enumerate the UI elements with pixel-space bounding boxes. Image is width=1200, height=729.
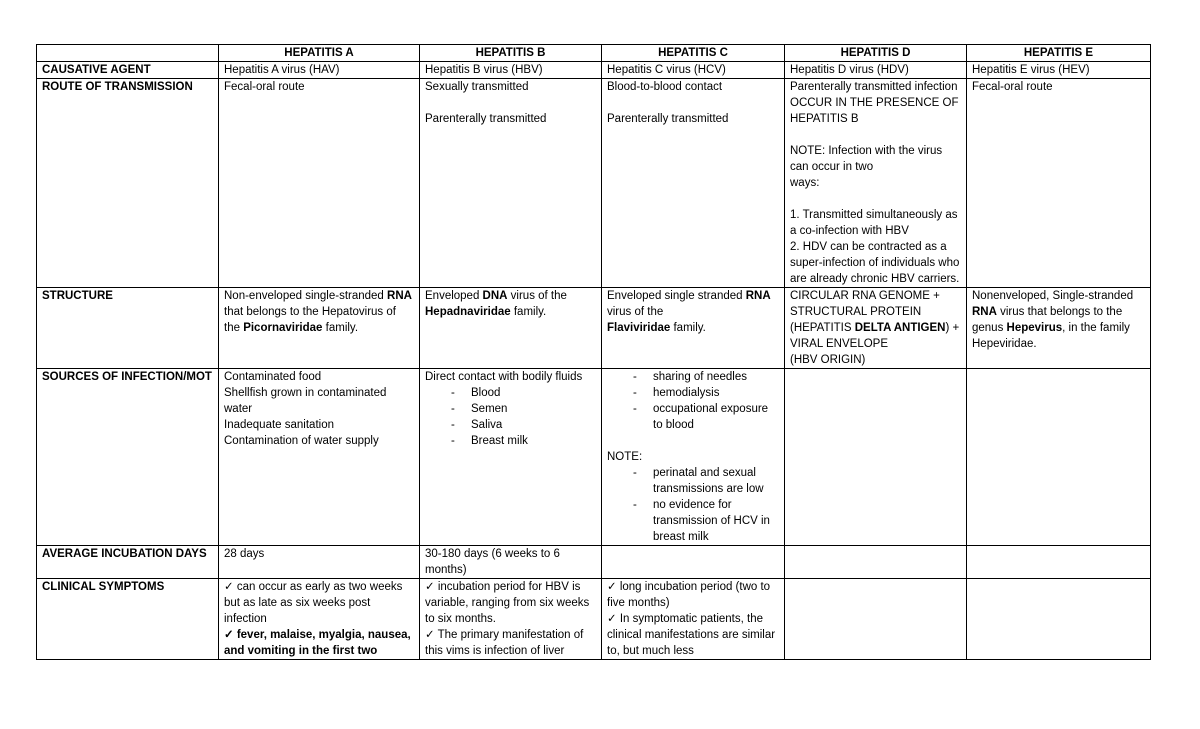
route-row [37, 79, 1151, 288]
route-c-line-1: Blood-to-blood contact [607, 81, 723, 93]
list-item: - Semen [425, 401, 596, 417]
row-label-structure: STRUCTURE [37, 288, 219, 369]
cell-incubation-a: 28 days [219, 546, 420, 579]
list-item: Shellfish grown in contaminated water [224, 387, 387, 415]
header-row [37, 45, 1151, 62]
sources-c-note: NOTE: [607, 451, 643, 463]
list-item: Contaminated food [224, 371, 322, 383]
header-hepatitis-e: HEPATITIS E [967, 45, 1151, 62]
cell-structure-b: Enveloped DNA virus of the Hepadnaviridae family. [420, 288, 602, 369]
sources-b-intro: Direct contact with bodily fluids [425, 371, 583, 383]
route-b-line-1: Sexually transmitted [425, 81, 529, 93]
list-item: - occupational exposure to blood [607, 401, 779, 433]
structure-row [37, 288, 1151, 369]
cell-clinical-c [602, 579, 785, 660]
cell-sources-b [420, 369, 602, 546]
cell-causative-c: Hepatitis C virus (HCV) [602, 62, 785, 79]
clinical-row [37, 579, 1151, 660]
cell-structure-e: Nonenveloped, Single-stranded RNA virus that belongs to the genus Hepevirus, in the family Hepeviridae. [967, 288, 1151, 369]
clinical-a-item-1: ✓ can occur as early as two weeks but as late as six weeks post infection [224, 581, 403, 625]
document-page [36, 44, 1150, 660]
row-label-incubation: AVERAGE INCUBATION DAYS [37, 546, 219, 579]
cell-incubation-e [967, 546, 1151, 579]
header-hepatitis-b: HEPATITIS B [420, 45, 602, 62]
clinical-c-item-2: ✓ In symptomatic patients, the clinical manifestations are similar to, but much less [607, 613, 776, 657]
header-blank [37, 45, 219, 62]
header-hepatitis-a: HEPATITIS A [219, 45, 420, 62]
cell-incubation-d [785, 546, 967, 579]
cell-route-d [785, 79, 967, 288]
route-b-line-2: Parenterally transmitted [425, 113, 547, 125]
clinical-c-item-1: ✓ long incubation period (two to five months) [607, 581, 771, 609]
cell-incubation-c [602, 546, 785, 579]
cell-causative-e: Hepatitis E virus (HEV) [967, 62, 1151, 79]
list-item: - Saliva [425, 417, 596, 433]
cell-causative-b: Hepatitis B virus (HBV) [420, 62, 602, 79]
list-item: - sharing of needles [607, 369, 779, 385]
cell-clinical-d [785, 579, 967, 660]
cell-causative-a: Hepatitis A virus (HAV) [219, 62, 420, 79]
cell-route-b [420, 79, 602, 288]
row-label-sources: SOURCES OF INFECTION/MOT [37, 369, 219, 546]
route-c-line-2: Parenterally transmitted [607, 113, 729, 125]
route-d-note: NOTE: Infection with the virus can occur in two [790, 145, 943, 173]
cell-route-e: Fecal-oral route [967, 79, 1151, 288]
cell-sources-e [967, 369, 1151, 546]
clinical-b-item-2: ✓ The primary manifestation of this vims is infection of liver [425, 629, 584, 657]
header-hepatitis-d: HEPATITIS D [785, 45, 967, 62]
list-item: - no evidence for transmission of HCV in breast milk [607, 497, 779, 545]
route-d-point-1: 1. Transmitted simultaneously as a co-infection with HBV [790, 209, 958, 237]
cell-incubation-b: 30-180 days (6 weeks to 6 months) [420, 546, 602, 579]
cell-sources-c [602, 369, 785, 546]
cell-structure-c: Enveloped single stranded RNA virus of the Flaviviridae family. [602, 288, 785, 369]
cell-structure-d: CIRCULAR RNA GENOME + STRUCTURAL PROTEIN (HEPATITIS DELTA ANTIGEN) + VIRAL ENVELOPE (HBV ORIGIN) [785, 288, 967, 369]
list-item: - perinatal and sexual transmissions are low [607, 465, 779, 497]
clinical-b-item-1: ✓ incubation period for HBV is variable, ranging from six weeks to six months. [425, 581, 590, 625]
cell-sources-a [219, 369, 420, 546]
cell-sources-d [785, 369, 967, 546]
header-hepatitis-c: HEPATITIS C [602, 45, 785, 62]
hepatitis-comparison-table [36, 44, 1151, 660]
cell-causative-d: Hepatitis D virus (HDV) [785, 62, 967, 79]
list-item: Inadequate sanitation [224, 419, 334, 431]
causative-agent-row [37, 62, 1151, 79]
cell-route-c [602, 79, 785, 288]
cell-clinical-a [219, 579, 420, 660]
row-label-causative: CAUSATIVE AGENT [37, 62, 219, 79]
list-item: - Breast milk [425, 433, 596, 449]
sources-row [37, 369, 1151, 546]
cell-structure-a: Non-enveloped single-stranded RNA that belongs to the Hepatovirus of the Picornaviridae family. [219, 288, 420, 369]
cell-route-a: Fecal-oral route [219, 79, 420, 288]
incubation-row [37, 546, 1151, 579]
clinical-a-item-2: ✓ fever, malaise, myalgia, nausea, and vomiting in the first two [224, 629, 411, 657]
list-item: - Blood [425, 385, 596, 401]
cell-clinical-e [967, 579, 1151, 660]
route-d-line-1: Parenterally transmitted infection OCCUR IN THE PRESENCE OF HEPATITIS B [790, 81, 959, 125]
row-label-route: ROUTE OF TRANSMISSION [37, 79, 219, 288]
route-d-ways: ways: [790, 177, 820, 189]
list-item: Contamination of water supply [224, 435, 379, 447]
row-label-clinical: CLINICAL SYMPTOMS [37, 579, 219, 660]
list-item: - hemodialysis [607, 385, 779, 401]
route-d-point-2: 2. HDV can be contracted as a super-infection of individuals who are already chronic HBV carriers. [790, 241, 960, 285]
cell-clinical-b [420, 579, 602, 660]
